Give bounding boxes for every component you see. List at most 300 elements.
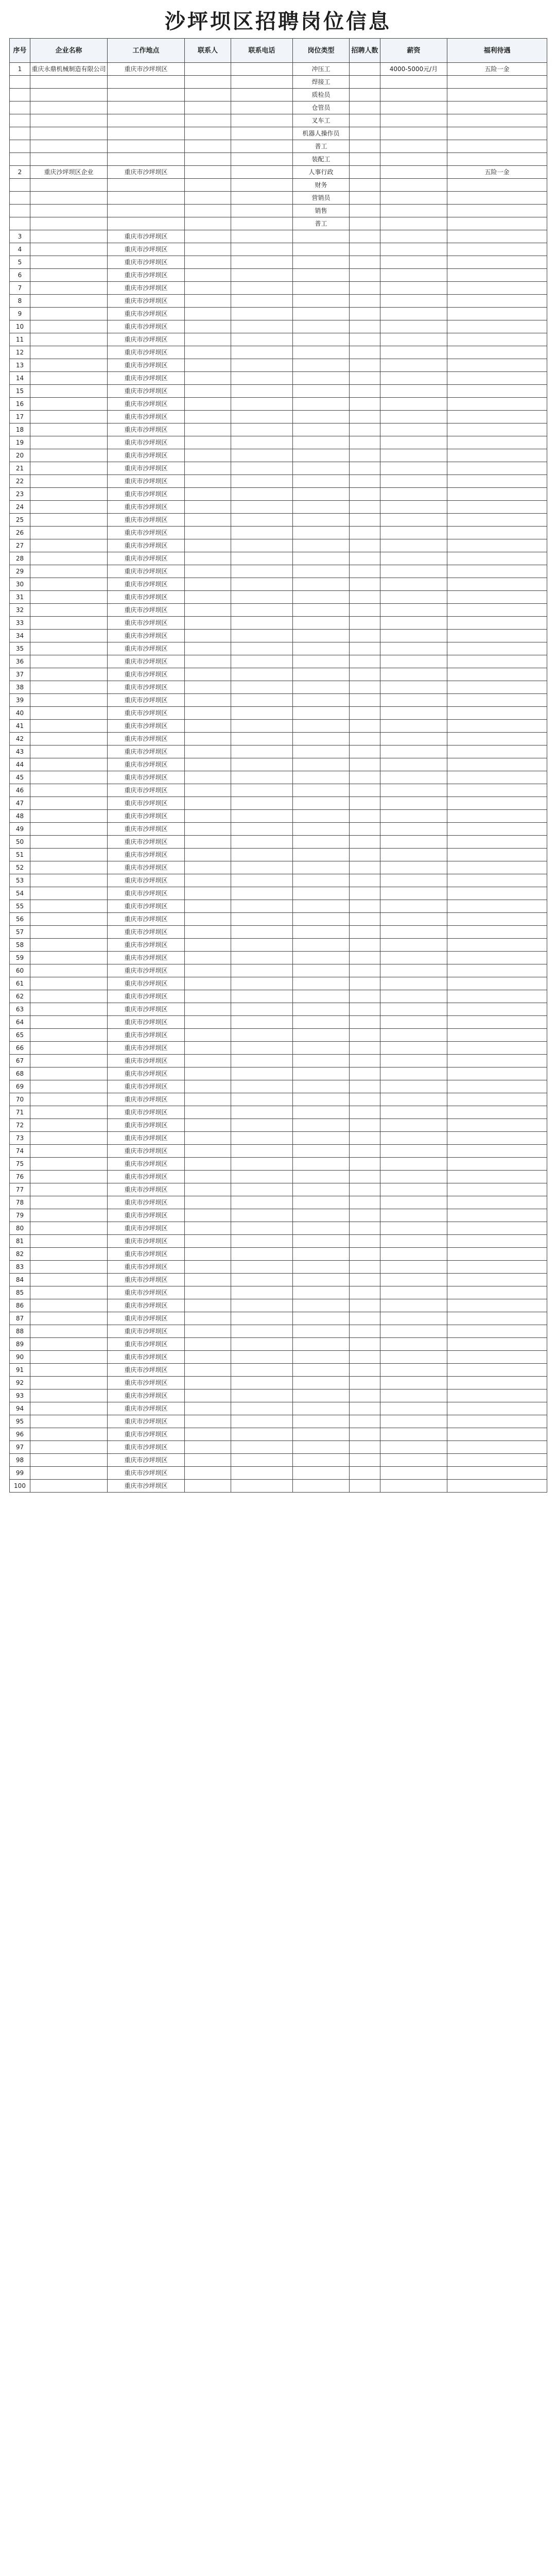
table-row [10,591,547,604]
cell-location [108,153,185,166]
cell-count [350,140,380,153]
cell-seq: 55 [10,900,30,913]
cell-seq: 73 [10,1132,30,1145]
cell-benefits [447,1016,547,1029]
cell-salary [380,1183,447,1196]
cell-job [293,1080,350,1093]
cell-contact [185,359,231,372]
cell-contact [185,1364,231,1377]
cell-contact [185,1389,231,1402]
cell-location: 重庆市沙坪坝区 [108,256,185,269]
cell-location: 重庆市沙坪坝区 [108,823,185,836]
cell-location: 重庆市沙坪坝区 [108,784,185,797]
cell-benefits [447,295,547,308]
cell-phone [231,1222,293,1235]
cell-location: 重庆市沙坪坝区 [108,694,185,707]
cell-salary [380,694,447,707]
table-row [10,63,547,76]
cell-location: 重庆市沙坪坝区 [108,1377,185,1389]
cell-contact [185,1132,231,1145]
cell-seq: 46 [10,784,30,797]
cell-contact [185,1080,231,1093]
cell-benefits [447,797,547,810]
cell-job [293,501,350,514]
cell-salary [380,1428,447,1441]
cell-count [350,501,380,514]
cell-count [350,797,380,810]
table-row [10,1235,547,1248]
cell-job: 普工 [293,217,350,230]
cell-benefits [447,681,547,694]
cell-count [350,952,380,964]
cell-job [293,411,350,423]
cell-job [293,1325,350,1338]
cell-location [108,114,185,127]
cell-company [30,1209,108,1222]
cell-benefits [447,243,547,256]
cell-phone [231,475,293,488]
cell-contact [185,1428,231,1441]
cell-seq: 14 [10,372,30,385]
cell-phone [231,372,293,385]
cell-seq: 3 [10,230,30,243]
cell-location: 重庆市沙坪坝区 [108,1003,185,1016]
cell-phone [231,642,293,655]
cell-job [293,385,350,398]
cell-benefits [447,308,547,320]
table-row [10,1415,547,1428]
cell-salary [380,1067,447,1080]
table-row [10,861,547,874]
cell-count [350,514,380,527]
cell-contact [185,1312,231,1325]
cell-benefits [447,630,547,642]
cell-job [293,1145,350,1158]
cell-count [350,861,380,874]
cell-benefits [447,926,547,939]
cell-salary [380,1299,447,1312]
cell-phone [231,359,293,372]
cell-job [293,1248,350,1261]
cell-phone [231,385,293,398]
cell-company [30,140,108,153]
cell-phone [231,823,293,836]
cell-count [350,642,380,655]
cell-location [108,192,185,205]
cell-company [30,939,108,952]
cell-salary [380,1145,447,1158]
cell-phone [231,1119,293,1132]
cell-company [30,1274,108,1286]
cell-contact [185,192,231,205]
cell-benefits [447,784,547,797]
cell-seq: 57 [10,926,30,939]
cell-contact [185,1480,231,1493]
cell-contact [185,166,231,179]
table-row [10,1248,547,1261]
cell-benefits [447,89,547,101]
cell-job [293,797,350,810]
header-phone: 联系电话 [231,39,293,63]
cell-seq: 91 [10,1364,30,1377]
cell-seq: 45 [10,771,30,784]
cell-phone [231,861,293,874]
table-row [10,900,547,913]
cell-company [30,964,108,977]
cell-contact [185,1196,231,1209]
cell-seq: 58 [10,939,30,952]
cell-company [30,655,108,668]
cell-company [30,990,108,1003]
cell-company [30,89,108,101]
cell-salary [380,617,447,630]
table-row [10,952,547,964]
cell-salary [380,552,447,565]
cell-salary [380,514,447,527]
cell-contact [185,887,231,900]
cell-location: 重庆市沙坪坝区 [108,539,185,552]
cell-location: 重庆市沙坪坝区 [108,668,185,681]
cell-company [30,823,108,836]
cell-benefits [447,642,547,655]
cell-contact [185,63,231,76]
cell-salary [380,887,447,900]
cell-job [293,1171,350,1183]
table-row [10,1029,547,1042]
cell-count [350,527,380,539]
cell-contact [185,681,231,694]
cell-job: 装配工 [293,153,350,166]
cell-seq: 98 [10,1454,30,1467]
cell-benefits [447,1299,547,1312]
cell-salary [380,1080,447,1093]
cell-salary [380,990,447,1003]
cell-contact [185,1402,231,1415]
cell-company [30,1480,108,1493]
table-body [10,63,547,1493]
cell-phone [231,1171,293,1183]
cell-phone [231,1441,293,1454]
cell-count [350,1158,380,1171]
table-row [10,462,547,475]
cell-company [30,1248,108,1261]
cell-location: 重庆市沙坪坝区 [108,1274,185,1286]
cell-phone [231,127,293,140]
cell-contact [185,1003,231,1016]
cell-company [30,591,108,604]
cell-count [350,436,380,449]
cell-location: 重庆市沙坪坝区 [108,243,185,256]
cell-job [293,874,350,887]
cell-job [293,849,350,861]
cell-count [350,1402,380,1415]
table-row [10,604,547,617]
cell-benefits [447,76,547,89]
table-row [10,217,547,230]
cell-phone [231,501,293,514]
cell-job [293,1274,350,1286]
cell-job [293,1196,350,1209]
cell-seq: 93 [10,1389,30,1402]
cell-location: 重庆市沙坪坝区 [108,308,185,320]
table-row [10,475,547,488]
cell-benefits [447,1196,547,1209]
cell-benefits [447,1158,547,1171]
table-row [10,1080,547,1093]
cell-seq [10,89,30,101]
table-row [10,1351,547,1364]
cell-contact [185,89,231,101]
cell-count [350,1106,380,1119]
cell-benefits [447,1286,547,1299]
cell-salary [380,681,447,694]
cell-company [30,913,108,926]
cell-seq: 62 [10,990,30,1003]
cell-phone [231,797,293,810]
cell-contact [185,256,231,269]
cell-count [350,733,380,745]
cell-benefits [447,861,547,874]
cell-benefits [447,501,547,514]
table-row [10,282,547,295]
cell-contact [185,449,231,462]
cell-phone [231,630,293,642]
cell-location: 重庆市沙坪坝区 [108,1364,185,1377]
cell-seq: 56 [10,913,30,926]
cell-contact [185,153,231,166]
cell-job [293,1132,350,1145]
cell-company [30,346,108,359]
cell-contact [185,1274,231,1286]
cell-phone [231,1377,293,1389]
cell-count [350,269,380,282]
cell-salary [380,1171,447,1183]
cell-seq [10,179,30,192]
table-row [10,346,547,359]
cell-seq: 79 [10,1209,30,1222]
cell-salary [380,1029,447,1042]
table-row [10,874,547,887]
cell-benefits [447,1003,547,1016]
table-row [10,1145,547,1158]
cell-location: 重庆市沙坪坝区 [108,63,185,76]
cell-location: 重庆市沙坪坝区 [108,952,185,964]
cell-benefits [447,411,547,423]
cell-seq: 78 [10,1196,30,1209]
cell-company [30,269,108,282]
cell-seq: 30 [10,578,30,591]
cell-count [350,488,380,501]
cell-seq [10,217,30,230]
cell-benefits [447,849,547,861]
table-row [10,1428,547,1441]
cell-phone [231,308,293,320]
cell-phone [231,114,293,127]
cell-salary [380,1364,447,1377]
cell-phone [231,488,293,501]
cell-job [293,1454,350,1467]
cell-count [350,1235,380,1248]
cell-count [350,230,380,243]
cell-count [350,552,380,565]
cell-benefits [447,1042,547,1055]
cell-phone [231,1325,293,1338]
table-row [10,565,547,578]
cell-company [30,874,108,887]
cell-location: 重庆市沙坪坝区 [108,269,185,282]
cell-job [293,269,350,282]
cell-location: 重庆市沙坪坝区 [108,398,185,411]
cell-phone [231,1029,293,1042]
cell-contact [185,179,231,192]
cell-location [108,217,185,230]
cell-company [30,1119,108,1132]
cell-location: 重庆市沙坪坝区 [108,1209,185,1222]
cell-contact [185,243,231,256]
cell-job [293,1261,350,1274]
cell-salary [380,668,447,681]
cell-location: 重庆市沙坪坝区 [108,630,185,642]
cell-seq: 83 [10,1261,30,1274]
cell-count [350,1428,380,1441]
cell-salary [380,1016,447,1029]
cell-salary [380,874,447,887]
cell-salary [380,1480,447,1493]
cell-location [108,179,185,192]
cell-phone [231,462,293,475]
cell-phone [231,1364,293,1377]
cell-company [30,217,108,230]
cell-salary [380,1377,447,1389]
cell-count [350,913,380,926]
cell-seq: 23 [10,488,30,501]
table-row [10,308,547,320]
cell-contact [185,436,231,449]
cell-seq: 87 [10,1312,30,1325]
table-row [10,527,547,539]
table-row [10,166,547,179]
cell-contact [185,282,231,295]
table-row [10,681,547,694]
cell-seq: 89 [10,1338,30,1351]
cell-seq: 21 [10,462,30,475]
cell-company [30,733,108,745]
cell-benefits [447,192,547,205]
cell-location: 重庆市沙坪坝区 [108,1402,185,1415]
cell-phone [231,1338,293,1351]
cell-job [293,745,350,758]
cell-contact [185,604,231,617]
table-row [10,423,547,436]
cell-salary [380,745,447,758]
cell-benefits [447,1235,547,1248]
cell-location: 重庆市沙坪坝区 [108,1325,185,1338]
table-row [10,964,547,977]
cell-seq: 80 [10,1222,30,1235]
cell-location: 重庆市沙坪坝区 [108,1480,185,1493]
cell-location: 重庆市沙坪坝区 [108,514,185,527]
cell-count [350,1042,380,1055]
cell-phone [231,849,293,861]
cell-location: 重庆市沙坪坝区 [108,1132,185,1145]
cell-job: 仓管员 [293,101,350,114]
cell-job [293,642,350,655]
cell-company [30,694,108,707]
job-table [9,38,547,1493]
cell-location [108,127,185,140]
cell-location: 重庆市沙坪坝区 [108,926,185,939]
cell-salary [380,308,447,320]
cell-location: 重庆市沙坪坝区 [108,462,185,475]
cell-job [293,655,350,668]
cell-salary [380,205,447,217]
cell-salary [380,655,447,668]
cell-job [293,836,350,849]
table-row [10,449,547,462]
cell-benefits [447,913,547,926]
cell-phone [231,333,293,346]
cell-location: 重庆市沙坪坝区 [108,295,185,308]
cell-phone [231,449,293,462]
table-row [10,488,547,501]
table-row [10,1055,547,1067]
cell-count [350,166,380,179]
cell-phone [231,269,293,282]
cell-seq: 2 [10,166,30,179]
cell-location: 重庆市沙坪坝区 [108,977,185,990]
cell-company [30,1003,108,1016]
cell-benefits [447,256,547,269]
cell-company [30,205,108,217]
cell-location: 重庆市沙坪坝区 [108,1055,185,1067]
cell-contact [185,1093,231,1106]
cell-benefits [447,475,547,488]
cell-contact [185,1338,231,1351]
cell-benefits [447,1389,547,1402]
cell-benefits [447,1441,547,1454]
cell-company [30,230,108,243]
table-row [10,1364,547,1377]
cell-count [350,1377,380,1389]
cell-phone [231,1196,293,1209]
cell-contact [185,346,231,359]
cell-salary [380,217,447,230]
cell-benefits [447,565,547,578]
cell-job: 质检员 [293,89,350,101]
cell-contact [185,1235,231,1248]
cell-salary [380,475,447,488]
table-row [10,1016,547,1029]
table-row [10,1261,547,1274]
cell-count [350,1441,380,1454]
cell-company [30,385,108,398]
page-title: 沙坪坝区招聘岗位信息 [165,9,391,33]
cell-location: 重庆市沙坪坝区 [108,565,185,578]
table-row [10,243,547,256]
cell-salary [380,1286,447,1299]
table-row [10,887,547,900]
cell-phone [231,578,293,591]
cell-phone [231,591,293,604]
cell-location: 重庆市沙坪坝区 [108,1119,185,1132]
cell-seq: 92 [10,1377,30,1389]
cell-phone [231,205,293,217]
cell-company [30,1016,108,1029]
cell-contact [185,1325,231,1338]
cell-count [350,668,380,681]
cell-salary [380,784,447,797]
cell-job: 叉车工 [293,114,350,127]
